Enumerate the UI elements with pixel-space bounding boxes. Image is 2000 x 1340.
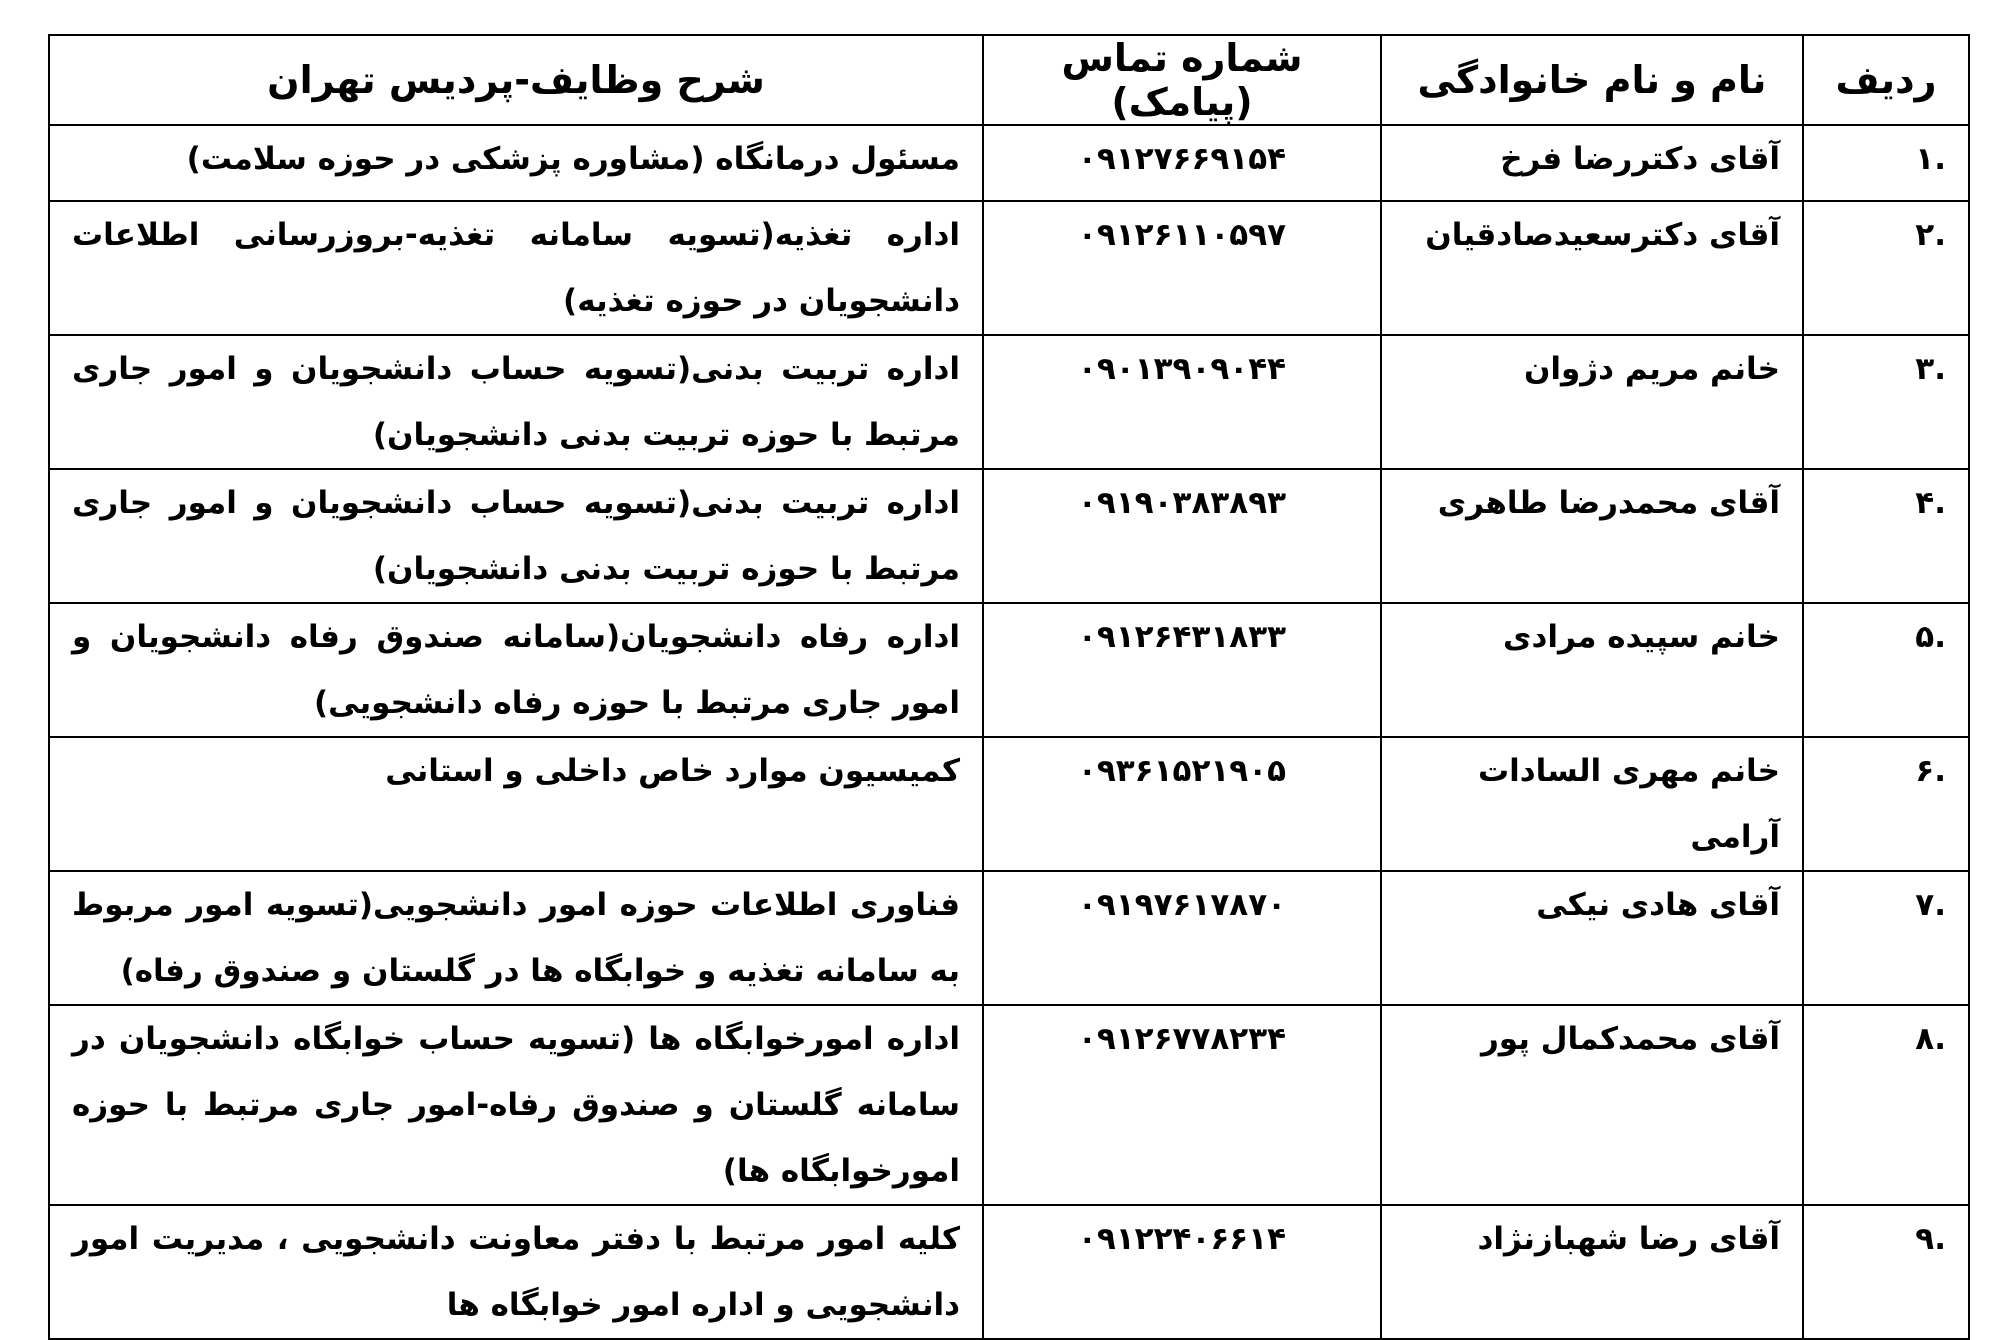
row-number: .۳ [1803,335,1969,469]
row-number: .۴ [1803,469,1969,603]
row-number: .۸ [1803,1005,1969,1205]
staff-name: آقای محمدرضا طاهری [1381,469,1803,603]
staff-name: آقای محمدکمال پور [1381,1005,1803,1205]
staff-phone: ۰۹۱۲۷۶۶۹۱۵۴ [983,125,1381,201]
staff-phone: ۰۹۰۱۳۹۰۹۰۴۴ [983,335,1381,469]
staff-name: آقای رضا شهبازنژاد [1381,1205,1803,1339]
row-number: .۱ [1803,125,1969,201]
staff-phone: ۰۹۱۹۷۶۱۷۸۷۰ [983,871,1381,1005]
header-row-number: ردیف [1803,35,1969,125]
table-row [49,603,1969,737]
staff-table-container [48,34,1968,1323]
staff-phone: ۰۹۱۲۶۱۱۰۵۹۷ [983,201,1381,335]
staff-name: خانم مهری السادات آرامی [1381,737,1803,871]
header-description: شرح وظایف-پردیس تهران [49,35,983,125]
staff-duties: اداره تربیت بدنی(تسویه حساب دانشجویان و امور جاری مرتبط با حوزه تربیت بدنی دانشجویان) [49,335,983,469]
staff-duties: اداره امورخوابگاه ها (تسویه حساب خوابگاه دانشجویان در سامانه گلستان و صندوق رفاه-امور جاری مرتبط با حوزه امورخوابگاه ها) [49,1005,983,1205]
row-number: .۹ [1803,1205,1969,1339]
staff-name: آقای هادی نیکی [1381,871,1803,1005]
staff-name: آقای دکتررضا فرخ [1381,125,1803,201]
table-row [49,125,1969,201]
staff-duties: کمیسیون موارد خاص داخلی و استانی [49,737,983,871]
staff-phone: ۰۹۱۲۶۴۳۱۸۳۳ [983,603,1381,737]
table-row [49,201,1969,335]
row-number: .۶ [1803,737,1969,871]
table-row [49,1005,1969,1205]
staff-duties: اداره رفاه دانشجویان(سامانه صندوق رفاه دانشجویان و امور جاری مرتبط با حوزه رفاه دانشجویی) [49,603,983,737]
staff-phone: ۰۹۳۶۱۵۲۱۹۰۵ [983,737,1381,871]
staff-duties: مسئول درمانگاه (مشاوره پزشکی در حوزه سلامت) [49,125,983,201]
table-row [49,469,1969,603]
row-number: .۵ [1803,603,1969,737]
header-row [49,35,1969,125]
staff-table [48,34,1970,1340]
staff-name: خانم سپیده مرادی [1381,603,1803,737]
staff-duties: اداره تربیت بدنی(تسویه حساب دانشجویان و امور جاری مرتبط با حوزه تربیت بدنی دانشجویان) [49,469,983,603]
header-name: نام و نام خانوادگی [1381,35,1803,125]
table-row [49,871,1969,1005]
staff-phone: ۰۹۱۹۰۳۸۳۸۹۳ [983,469,1381,603]
table-row [49,1205,1969,1339]
staff-name: آقای دکترسعیدصادقیان [1381,201,1803,335]
staff-phone: ۰۹۱۲۲۴۰۶۶۱۴ [983,1205,1381,1339]
row-number: .۲ [1803,201,1969,335]
staff-duties: کلیه امور مرتبط با دفتر معاونت دانشجویی ، مدیریت امور دانشجویی و اداره امور خوابگاه ها [49,1205,983,1339]
staff-duties: اداره تغذیه(تسویه سامانه تغذیه-بروزرسانی اطلاعات دانشجویان در حوزه تغذیه) [49,201,983,335]
row-number: .۷ [1803,871,1969,1005]
table-row [49,335,1969,469]
table-row [49,737,1969,871]
staff-name: خانم مریم دژوان [1381,335,1803,469]
staff-phone: ۰۹۱۲۶۷۷۸۲۳۴ [983,1005,1381,1205]
staff-duties: فناوری اطلاعات حوزه امور دانشجویی(تسویه امور مربوط به سامانه تغذیه و خوابگاه ها در گلستان و صندوق رفاه) [49,871,983,1005]
header-phone: شماره تماس (پیامک) [983,35,1381,125]
